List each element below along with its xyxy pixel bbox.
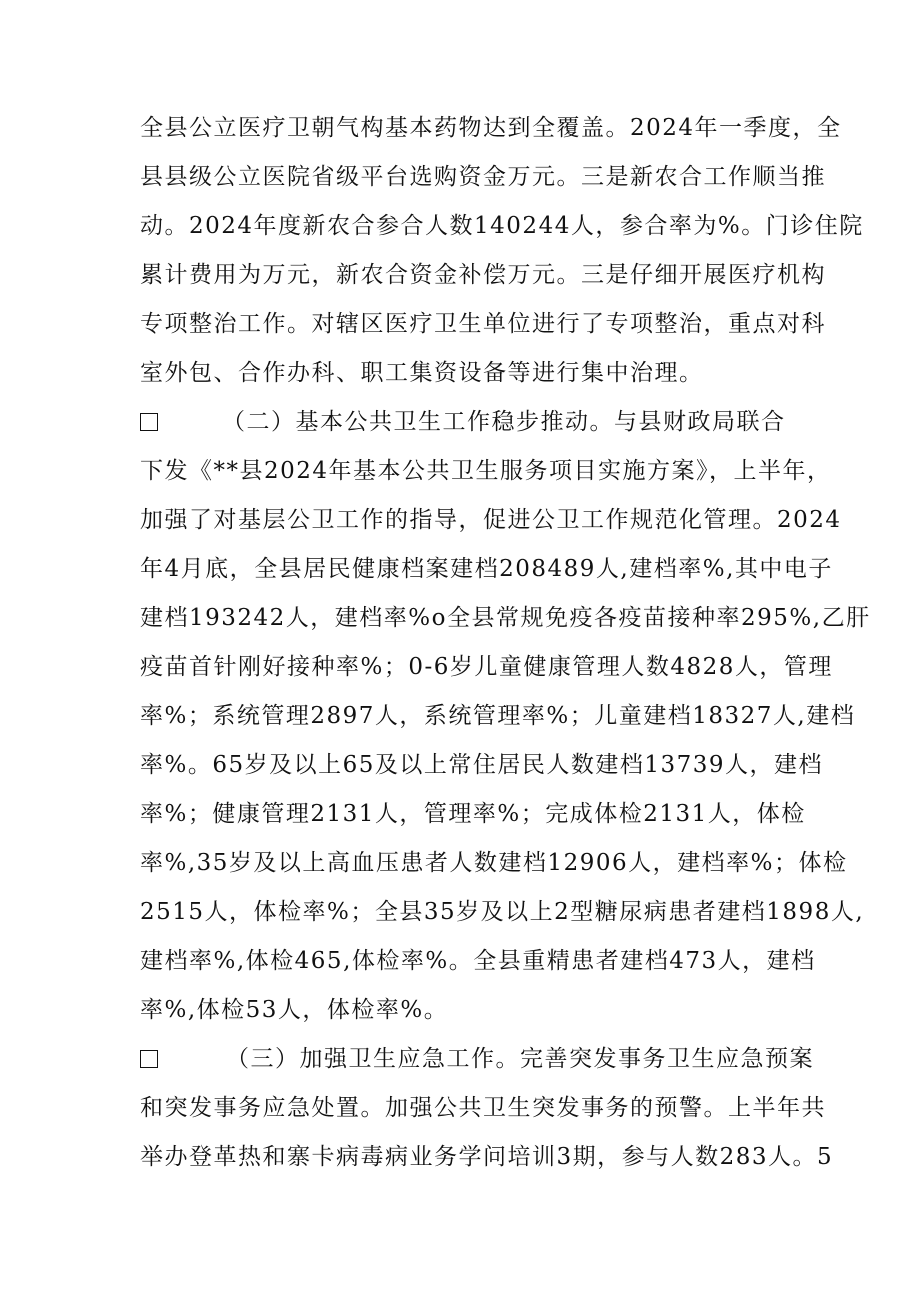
paragraph-1-line-2: 县县级公立医院省级平台选购资金万元。三是新农合工作顺当推 — [140, 164, 826, 190]
paragraph-1-line-6: 室外包、合作办科、职工集资设备等进行集中治理。 — [140, 360, 704, 386]
section-3-line-1: 和突发事务应急处置。加强公共卫生突发事务的预警。上半年共 — [140, 1095, 826, 1121]
checkbox-icon — [140, 1050, 158, 1068]
section-2-line-5: 疫苗首针刚好接种率%；0-6岁儿童健康管理人数4828人，管理 — [140, 654, 833, 680]
section-3-heading-line — [140, 1037, 814, 1081]
section-2-line-2: 加强了对基层公卫工作的指导，促进公卫工作规范化管理。2024 — [140, 507, 842, 533]
section-2-line-3: 年4月底，全县居民健康档案建档208489人,建档率%,其中电子 — [140, 556, 833, 582]
checkbox-icon — [140, 413, 158, 431]
section-2-line-8: 率%；健康管理2131人，管理率%；完成体检2131人，体检 — [140, 801, 806, 827]
section-3-line-2: 举办登革热和寨卡病毒病业务学问培训3期，参与人数283人。5 — [140, 1144, 834, 1170]
section-2-line-12: 率%,体检53人，体检率%。 — [140, 997, 449, 1023]
section-2-first-line: （二）基本公共卫生工作稳步推动。与县财政局联合 — [222, 409, 786, 435]
paragraph-1-line-4: 累计费用为万元，新农合资金补偿万元。三是仔细开展医疗机构 — [140, 262, 826, 288]
section-2-line-4: 建档193242人，建档率%o全县常规免疫各疫苗接种率295%,乙肝 — [140, 605, 871, 631]
section-3-first-line: （三）加强卫生应急工作。完善突发事务卫生应急预案 — [226, 1046, 814, 1072]
paragraph-1-line-3: 动。2024年度新农合参合人数140244人，参合率为%。门诊住院 — [140, 213, 864, 239]
paragraph-1-line-5: 专项整治工作。对辖区医疗卫生单位进行了专项整治，重点对科 — [140, 311, 826, 337]
section-2-heading-line — [140, 400, 790, 444]
section-2-line-6: 率%；系统管理2897人，系统管理率%；儿童建档18327人,建档 — [140, 703, 856, 729]
paragraph-1-line-1: 全县公立医疗卫朝气构基本药物达到全覆盖。2024年一季度，全 — [140, 115, 842, 141]
section-2-line-1: 下发《**县2024年基本公共卫生服务项目实施方案》，上半年， — [140, 458, 832, 484]
section-2-line-11: 建档率%,体检465,体检率%。全县重精患者建档473人，建档 — [140, 948, 816, 974]
section-2-line-10: 2515人，体检率%；全县35岁及以上2型糖尿病患者建档1898人, — [140, 899, 865, 925]
section-2-line-9: 率%,35岁及以上高血压患者人数建档12906人，建档率%；体检 — [140, 850, 848, 876]
section-2-line-7: 率%。65岁及以上65及以上常住居民人数建档13739人，建档 — [140, 752, 824, 778]
